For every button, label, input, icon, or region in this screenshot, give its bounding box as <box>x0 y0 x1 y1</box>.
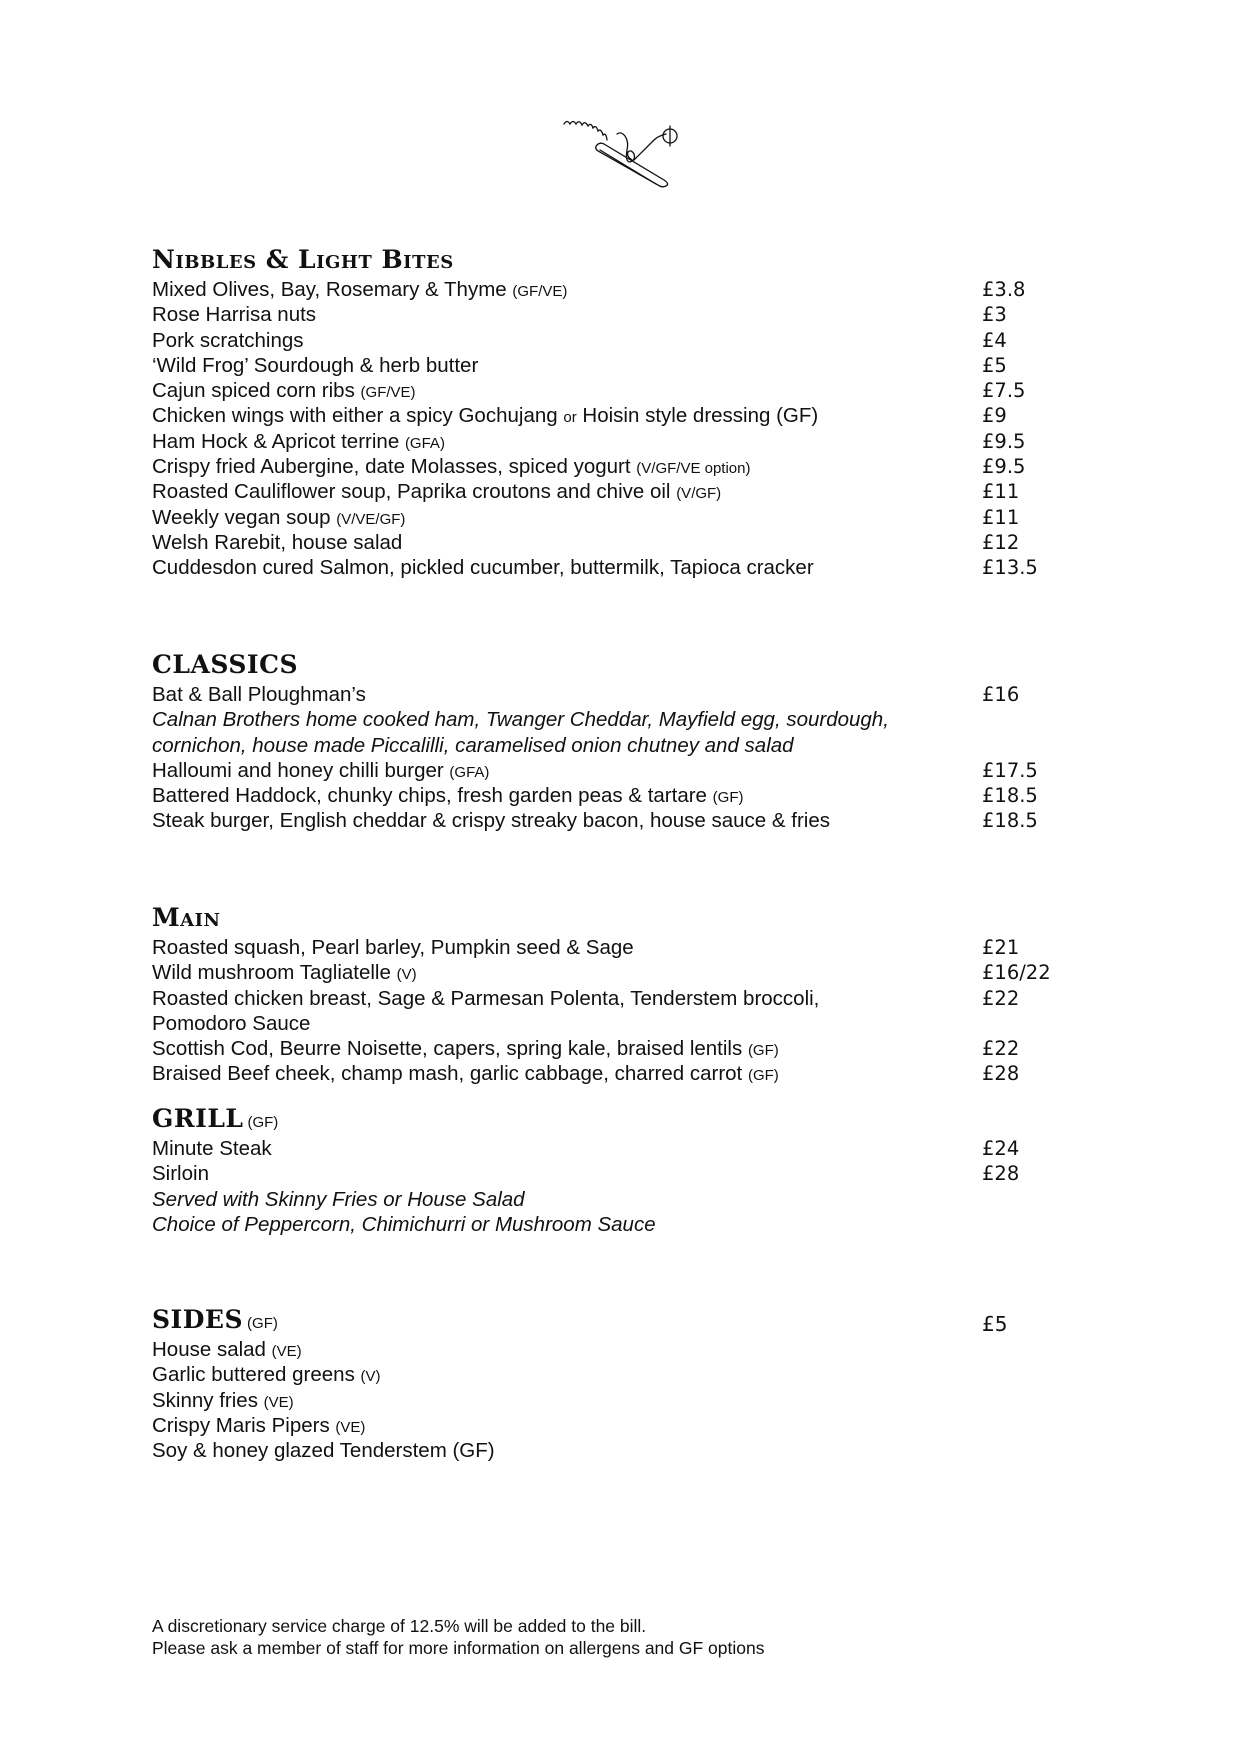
menu-item: Wild mushroom Tagliatelle (V) £16/22 <box>152 961 1051 985</box>
menu-item: Roasted chicken breast, Sage & Parmesan Polenta, Tenderstem broccoli, £22 <box>152 986 1020 1010</box>
price: £11 <box>982 505 1020 529</box>
menu-item: Halloumi and honey chilli burger (GFA) £17.5 <box>152 758 1038 782</box>
section-title: GRILL (GF) <box>152 1104 279 1133</box>
side-item: Garlic buttered greens (V) <box>152 1363 381 1387</box>
price: £5 <box>982 353 1007 377</box>
price: £11 <box>982 480 1020 504</box>
menu-item: Scottish Cod, Beurre Noisette, capers, spring kale, braised lentils (GF) £22 <box>152 1037 1020 1061</box>
section-grill <box>152 1104 1092 1237</box>
price: £16/22 <box>982 961 1051 985</box>
price: £9.5 <box>982 455 1026 479</box>
menu-item: Steak burger, English cheddar & crispy streaky bacon, house sauce & fries £18.5 <box>152 809 1038 833</box>
menu-item: Minute Steak £24 <box>152 1137 1020 1160</box>
menu-item: Weekly vegan soup (V/VE/GF) £11 <box>152 505 1020 529</box>
side-item: Skinny fries (VE) <box>152 1388 294 1412</box>
price: £16 <box>982 683 1020 706</box>
price: £13.5 <box>982 556 1038 580</box>
grill-note: Choice of Peppercorn, Chimichurri or Mushroom Sauce <box>152 1212 656 1236</box>
section-classics <box>152 650 1092 834</box>
menu-item: Mixed Olives, Bay, Rosemary & Thyme (GF/VE) £3.8 <box>152 278 1026 301</box>
price: £28 <box>982 1062 1020 1086</box>
allergen-note: Please ask a member of staff for more information on allergens and GF options <box>152 1638 765 1658</box>
menu-item: Crispy fried Aubergine, date Molasses, spiced yogurt (V/GF/VE option) £9.5 <box>152 455 1026 479</box>
price: £17.5 <box>982 758 1038 782</box>
price: £18.5 <box>982 809 1038 833</box>
menu-item: Roasted squash, Pearl barley, Pumpkin seed & Sage £21 <box>152 936 1020 959</box>
footer-notes <box>152 1615 764 1659</box>
menu-item: ‘Wild Frog’ Sourdough & herb butter £5 <box>152 353 1007 377</box>
price: £22 <box>982 1037 1020 1061</box>
price: £21 <box>982 936 1020 959</box>
side-item: House salad (VE) <box>152 1338 302 1361</box>
price: £22 <box>982 986 1020 1010</box>
section-title: Main <box>152 903 221 932</box>
menu-item: Cajun spiced corn ribs (GF/VE) £7.5 <box>152 379 1026 403</box>
section-title: Nibbles & Light Bites <box>152 245 454 274</box>
grill-note: Served with Skinny Fries or House Salad <box>152 1187 525 1211</box>
menu-item: Sirloin £28 <box>152 1162 1020 1186</box>
cricket-bat-logo-icon <box>560 110 690 190</box>
side-item: Crispy Maris Pipers (VE) <box>152 1413 366 1437</box>
price: £4 <box>982 328 1007 352</box>
service-charge-note: A discretionary service charge of 12.5% will be added to the bill. <box>152 1616 647 1636</box>
menu-item: Pork scratchings £4 <box>152 328 1007 352</box>
item-description: cornichon, house made Piccalilli, caramelised onion chutney and salad <box>152 733 794 757</box>
menu-item: Ham Hock & Apricot terrine (GFA) £9.5 <box>152 429 1026 453</box>
section-main <box>152 903 1092 1087</box>
price: £9 <box>982 404 1007 428</box>
menu-item: Battered Haddock, chunky chips, fresh garden peas & tartare (GF) £18.5 <box>152 784 1038 808</box>
price: £28 <box>982 1162 1020 1186</box>
price: £7.5 <box>982 379 1026 403</box>
item-description: Calnan Brothers home cooked ham, Twanger Cheddar, Mayfield egg, sourdough, <box>152 708 889 732</box>
section-nibbles <box>152 245 1092 581</box>
section-sides <box>152 1305 1092 1463</box>
price: £3.8 <box>982 278 1026 301</box>
side-item: Soy & honey glazed Tenderstem (GF) <box>152 1439 495 1463</box>
price: £18.5 <box>982 784 1038 808</box>
menu-item: Roasted Cauliflower soup, Paprika croutons and chive oil (V/GF) £11 <box>152 480 1020 504</box>
menu-item: Welsh Rarebit, house salad £12 <box>152 530 1020 554</box>
price: £12 <box>982 530 1020 554</box>
menu-item: Rose Harrisa nuts £3 <box>152 303 1007 327</box>
section-title: CLASSICS <box>152 650 299 679</box>
price: £3 <box>982 303 1007 327</box>
menu-item-continued: Pomodoro Sauce <box>152 1011 311 1035</box>
menu-item: Cuddesdon cured Salmon, pickled cucumber, buttermilk, Tapioca cracker £13.5 <box>152 556 1038 580</box>
price: £5 <box>982 1312 1008 1336</box>
menu-item: Chicken wings with either a spicy Gochujang or Hoisin style dressing (GF) £9 <box>152 404 1007 428</box>
price: £24 <box>982 1137 1020 1160</box>
menu-item: Bat & Ball Ploughman’s £16 <box>152 683 1020 706</box>
section-title: SIDES (GF) £5 <box>152 1305 1092 1335</box>
menu-item: Braised Beef cheek, champ mash, garlic cabbage, charred carrot (GF) £28 <box>152 1062 1020 1086</box>
price: £9.5 <box>982 429 1026 453</box>
